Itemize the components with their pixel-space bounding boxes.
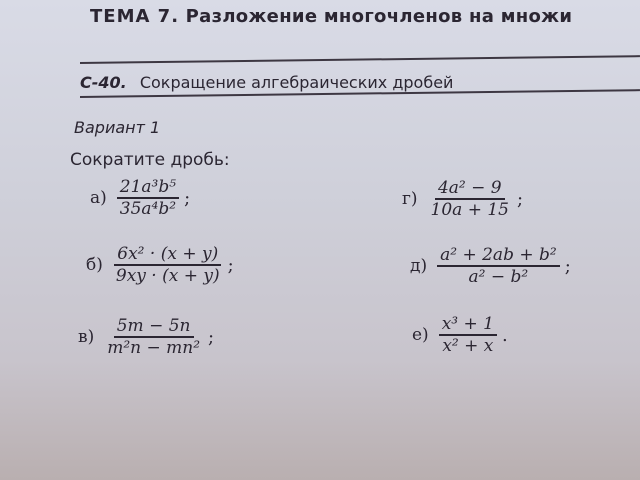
section-rule-top — [80, 55, 640, 64]
numerator: 5m − 5n — [114, 316, 194, 338]
numerator: 4a² − 9 — [435, 178, 505, 200]
punctuation: ; — [184, 187, 191, 209]
variant-label: Вариант 1 — [74, 118, 161, 137]
fraction — [113, 244, 223, 286]
topic-number: ТЕМА 7. — [90, 6, 180, 27]
punctuation: ; — [208, 326, 215, 348]
fraction — [439, 314, 497, 356]
fraction — [437, 245, 560, 287]
punctuation: ; — [564, 255, 571, 277]
numerator: 21a³b⁵ — [117, 177, 179, 199]
header-title — [90, 6, 572, 27]
denominator: a² − b² — [468, 267, 529, 287]
exercise-d — [410, 245, 571, 287]
section-title: Сокращение алгебраических дробей — [139, 73, 454, 92]
denominator: 35a⁴b² — [119, 199, 177, 219]
denominator: m²n − mn² — [107, 338, 201, 358]
punctuation: . — [501, 324, 508, 346]
fraction — [104, 316, 203, 358]
exercise-v — [78, 316, 214, 358]
exercise-label: д) — [410, 256, 428, 276]
section-heading — [80, 73, 453, 92]
task-instruction: Сократите дробь: — [70, 150, 230, 170]
exercise-label: б) — [86, 255, 103, 275]
exercise-b — [86, 244, 234, 286]
exercise-g — [402, 178, 523, 220]
exercise-a — [90, 177, 190, 219]
exercise-e — [412, 314, 508, 356]
punctuation: ; — [227, 254, 234, 276]
numerator: a² + 2ab + b² — [437, 245, 560, 267]
fraction — [428, 178, 512, 220]
section-code: С-40. — [80, 73, 127, 92]
fraction — [117, 177, 179, 219]
exercise-label: е) — [412, 325, 429, 345]
exercise-label: г) — [402, 189, 418, 209]
punctuation: ; — [517, 188, 524, 210]
exercise-label: в) — [78, 327, 95, 347]
exercise-label: а) — [90, 188, 107, 208]
numerator: 6x² · (x + y) — [114, 244, 221, 266]
topic-title: Разложение многочленов на множи — [185, 6, 573, 27]
numerator: x³ + 1 — [439, 314, 497, 336]
denominator: 10a + 15 — [430, 200, 509, 220]
denominator: x² + x — [442, 336, 494, 356]
denominator: 9xy · (x + y) — [115, 266, 220, 286]
